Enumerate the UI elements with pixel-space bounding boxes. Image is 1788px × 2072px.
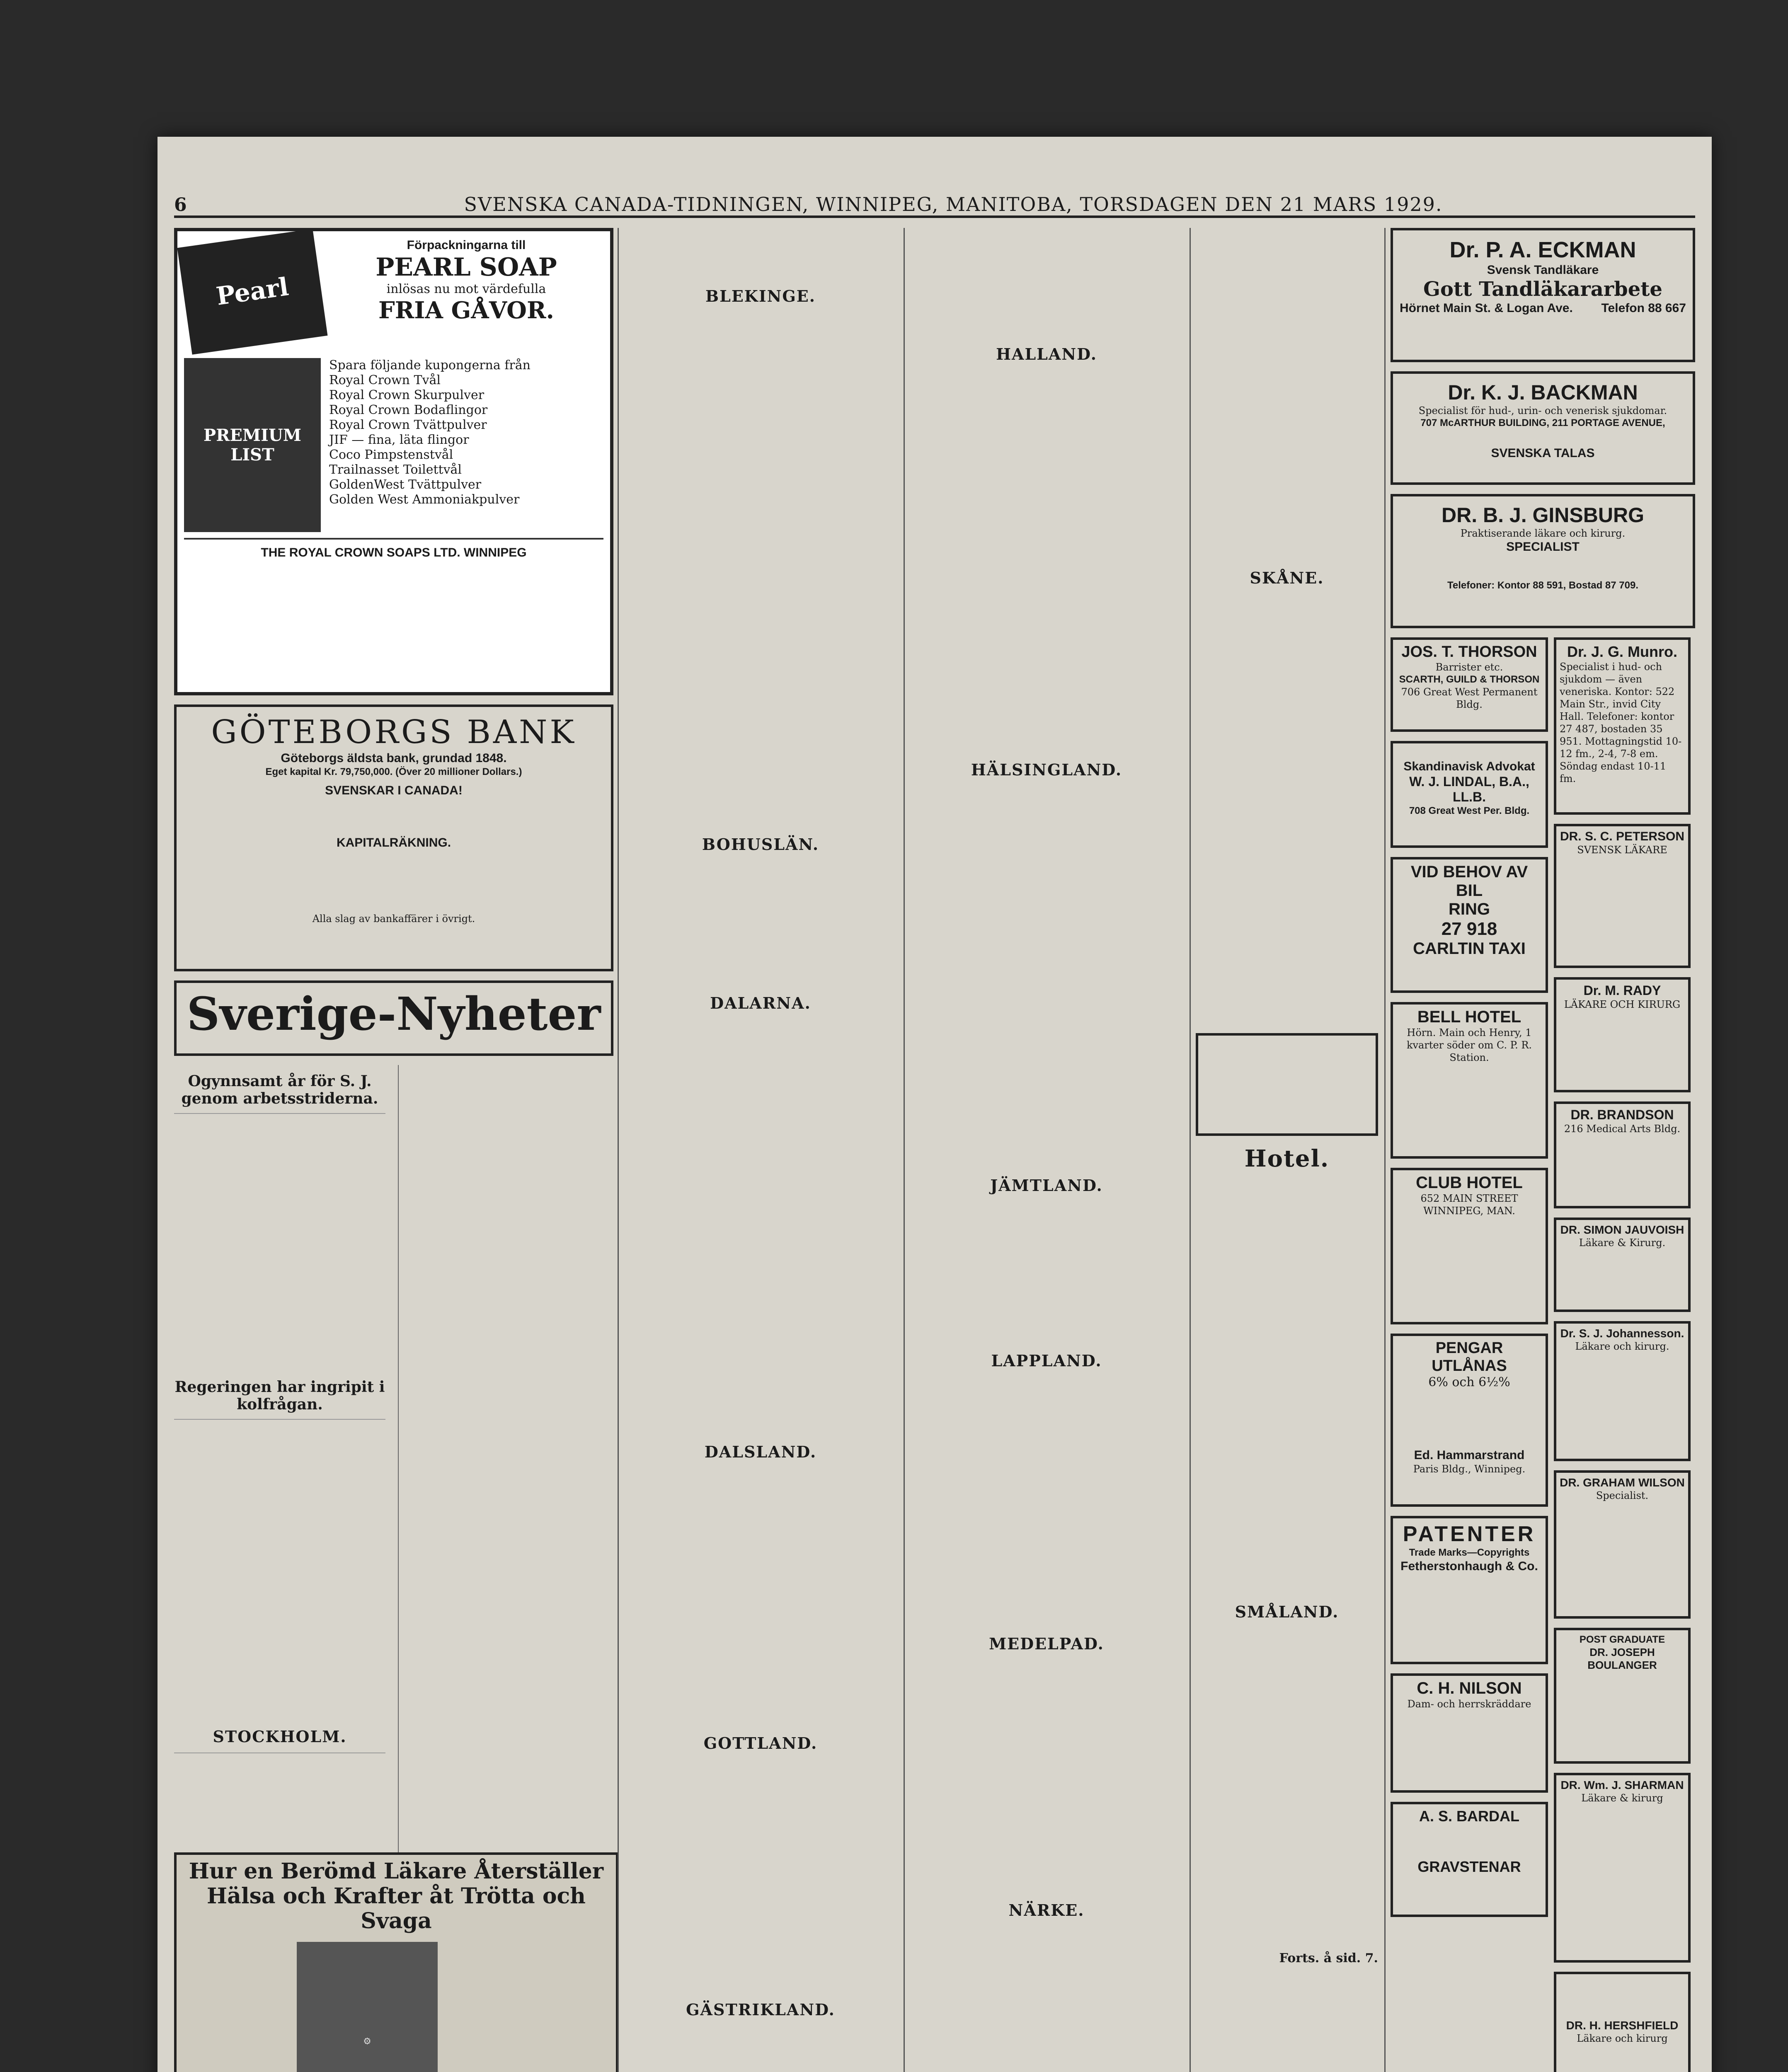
ad-sub: LÄKARE OCH KIRURG bbox=[1564, 999, 1681, 1010]
ad-firm: Fetherstonhaugh & Co. bbox=[1400, 1559, 1538, 1573]
masthead-title: SVENSKA CANADA-TIDNINGEN, WINNIPEG, MANITOBA, TORSDAGEN DEN 21 MARS 1929. bbox=[464, 193, 1443, 215]
ad-name: JOS. T. THORSON bbox=[1401, 643, 1537, 661]
ad-bell-hotel bbox=[1391, 1002, 1548, 1159]
ad-name: DR. H. HERSHFIELD bbox=[1566, 2019, 1679, 2032]
ad-club-hotel bbox=[1391, 1168, 1548, 1324]
ad-addr: 707 McARTHUR BUILDING, 211 PORTAGE AVENUE, bbox=[1420, 417, 1665, 428]
section-heading: JÄMTLAND. bbox=[990, 1176, 1103, 1195]
section-heading: HALLAND. bbox=[996, 345, 1097, 363]
premium-item: Royal Crown Bodaflingor bbox=[329, 403, 488, 417]
ad-name: PATENTER bbox=[1403, 1522, 1536, 1546]
ad-backman bbox=[1391, 371, 1695, 485]
ad-tel: Telefoner: Kontor 88 591, Bostad 87 709. bbox=[1447, 580, 1639, 591]
ad-text: Specialist i hud- och sjukdom — även veneriska. Kontor: 522 Main Str., invid City Hall. Telefoner: kontor 27 487, bostaden 35 951. Mottagningstid 10-12 fm., 2-4, 7-8 em. Söndag endast 10-11 fm. bbox=[1560, 661, 1682, 784]
bank-tail: Alla slag av bankaffärer i övrigt. bbox=[312, 913, 475, 925]
ad-name: Dr. S. J. Johannesson. bbox=[1560, 1327, 1684, 1340]
ad-addr: Hörnet Main St. & Logan Ave. bbox=[1400, 301, 1573, 315]
taxi-line: VID BEHOV AV BIL bbox=[1410, 863, 1528, 900]
ad-name: Dr. K. J. BACKMAN bbox=[1448, 381, 1638, 404]
column-4 bbox=[910, 228, 1183, 2072]
ad-sub: Trade Marks—Copyrights bbox=[1409, 1547, 1530, 1558]
ad-name: Dr. P. A. ECKMAN bbox=[1449, 237, 1636, 262]
ad-name: Dr. M. RADY bbox=[1583, 983, 1661, 998]
premium-item: Royal Crown Skurpulver bbox=[329, 388, 485, 402]
ad-sub: Specialist för hud-, urin- och venerisk sjukdomar. bbox=[1418, 405, 1667, 416]
health-ad-title: Hur en Berömd Läkare Återställer Hälsa och Krafter åt Trötta och Svaga bbox=[189, 1859, 604, 1934]
ad-tag: Gott Tandläkararbete bbox=[1423, 278, 1662, 301]
bank-head: SVENSKAR I CANADA! bbox=[325, 784, 463, 797]
section-heading: LAPPLAND. bbox=[991, 1351, 1102, 1370]
ad-sub: Barrister etc. bbox=[1435, 661, 1503, 673]
bank-capital: Eget kapital Kr. 79,750,000. (Över 20 millioner Dollars.) bbox=[265, 766, 522, 777]
col1b bbox=[398, 1065, 610, 1894]
ad-tag: SPECIALIST bbox=[1506, 540, 1580, 554]
ad-johannesson bbox=[1554, 1321, 1691, 1461]
newspaper-page bbox=[157, 137, 1712, 2072]
section-heading: DALSLAND. bbox=[704, 1443, 817, 1461]
column-3 bbox=[624, 228, 897, 2072]
section-heading: NÄRKE. bbox=[1008, 1901, 1085, 1920]
ad-headline: FRIA GÅVOR. bbox=[378, 297, 554, 324]
ad-headline: PEARL SOAP bbox=[376, 253, 557, 282]
premium-item: Royal Crown Tvättpulver bbox=[329, 418, 487, 432]
ad-sub: Praktiserande läkare och kirurg. bbox=[1460, 528, 1626, 539]
ad-sub: Läkare och kirurg bbox=[1577, 2033, 1668, 2044]
ad-jauvoish bbox=[1554, 1218, 1691, 1312]
ad-sub: Specialist. bbox=[1596, 1490, 1649, 1501]
section-heading: GÄSTRIKLAND. bbox=[686, 2000, 835, 2019]
sverige-nyheter-banner bbox=[174, 980, 613, 1056]
premium-item: Royal Crown Tvål bbox=[329, 373, 441, 387]
bank-sub: Göteborgs äldsta bank, grundad 1848. bbox=[281, 751, 507, 765]
ad-addr: 706 Great West Permanent Bldg. bbox=[1401, 686, 1538, 710]
ad-sig: Ed. Hammarstrand bbox=[1414, 1448, 1525, 1462]
doctor-portrait: ⚙ bbox=[297, 1942, 438, 2072]
page-number: 6 bbox=[174, 194, 187, 215]
ad-addr: Paris Bldg., Winnipeg. bbox=[1413, 1463, 1526, 1475]
ad-rate: 6% och 6½% bbox=[1428, 1375, 1510, 1389]
ad-addr: 708 Great West Per. Bldg. bbox=[1409, 805, 1530, 816]
ad-sub: SVENSK LÄKARE bbox=[1577, 844, 1667, 856]
ad-name: W. J. LINDAL, B.A., LL.B. bbox=[1409, 774, 1529, 804]
ad-sub: GRAVSTENAR bbox=[1417, 1858, 1521, 1875]
taxi-line: RING bbox=[1449, 900, 1490, 918]
section-heading: SKÅNE. bbox=[1250, 569, 1324, 587]
banner-text: Sverige-Nyheter bbox=[187, 987, 601, 1041]
ad-name: C. H. NILSON bbox=[1417, 1679, 1522, 1697]
scandinavian-outfitting-ad bbox=[1196, 1033, 1378, 1136]
ad-sub: Läkare & kirurg bbox=[1581, 1792, 1663, 1804]
pearl-soap-ad bbox=[174, 228, 613, 695]
premium-item: Trailnasset Toilettvål bbox=[329, 462, 462, 477]
ad-pengar bbox=[1391, 1334, 1548, 1507]
ad-sub: Läkare & Kirurg. bbox=[1579, 1237, 1666, 1249]
column-5 bbox=[1196, 228, 1378, 2072]
ads-subcol-left bbox=[1391, 637, 1548, 2072]
premium-item: Coco Pimpstenstvål bbox=[329, 448, 453, 462]
ad-taxi bbox=[1391, 857, 1548, 993]
bank-head: KAPITALRÄKNING. bbox=[336, 836, 451, 850]
ad-name: DR. B. J. GINSBURG bbox=[1442, 503, 1644, 527]
bank-title: GÖTEBORGS BANK bbox=[211, 714, 577, 751]
ad-sub: 652 MAIN STREET WINNIPEG, MAN. bbox=[1420, 1193, 1518, 1217]
article-headline: Ogynnsamt år för S. J. genom arbetsstriderna. bbox=[181, 1072, 378, 1107]
ad-name: DR. BRANDSON bbox=[1570, 1107, 1674, 1122]
ad-name: DR. GRAHAM WILSON bbox=[1560, 1476, 1685, 1489]
premium-item: GoldenWest Tvättpulver bbox=[329, 477, 482, 492]
ad-thorson bbox=[1391, 637, 1548, 732]
column-ads bbox=[1391, 228, 1695, 2072]
ad-brandson bbox=[1554, 1101, 1691, 1208]
ad-tel: Telefon 88 667 bbox=[1601, 301, 1686, 315]
goteborgs-bank-ad bbox=[174, 704, 613, 971]
ad-peterson bbox=[1554, 824, 1691, 968]
ad-line: Förpackningarna till bbox=[407, 238, 526, 252]
ad-tag: SVENSKA TALAS bbox=[1491, 446, 1595, 460]
premium-items bbox=[329, 358, 603, 532]
ad-name: PENGAR UTLÅNAS bbox=[1432, 1339, 1507, 1375]
ads-subcol-right bbox=[1554, 637, 1691, 2072]
section-heading: MEDELPAD. bbox=[989, 1634, 1104, 1653]
taxi-name: CARLTIN TAXI bbox=[1413, 939, 1526, 958]
health-ad bbox=[174, 1852, 618, 2072]
ad-name: BELL HOTEL bbox=[1417, 1008, 1521, 1026]
col1a bbox=[174, 1065, 385, 1894]
ad-footer: THE ROYAL CROWN SOAPS LTD. WINNIPEG bbox=[261, 546, 527, 559]
section-heading: BOHUSLÄN. bbox=[702, 835, 819, 854]
section-heading: HÄLSINGLAND. bbox=[971, 760, 1122, 779]
taxi-phone: 27 918 bbox=[1441, 919, 1497, 939]
ad-nilson bbox=[1391, 1673, 1548, 1793]
section-heading: STOCKHOLM. bbox=[213, 1727, 347, 1746]
ad-sub: Svensk Tandläkare bbox=[1487, 263, 1599, 277]
ad-name: A. S. BARDAL bbox=[1419, 1808, 1519, 1825]
ad-munro bbox=[1554, 637, 1691, 815]
ad-sub: Dam- och herrskräddare bbox=[1407, 1698, 1531, 1710]
article-headline: Regeringen har ingripit i kolfrågan. bbox=[174, 1378, 385, 1413]
ad-rady bbox=[1554, 977, 1691, 1092]
ad-ginsburg bbox=[1391, 494, 1695, 628]
ad-hershfield bbox=[1554, 1972, 1691, 2072]
column-1 bbox=[174, 228, 613, 2072]
ad-sub: Läkare och kirurg. bbox=[1575, 1341, 1669, 1352]
pearl-soap-logo: Pearl bbox=[177, 229, 328, 354]
premium-list-booklet: PREMIUM LIST bbox=[184, 358, 321, 532]
ad-name: DR. JOSEPH BOULANGER bbox=[1587, 1646, 1657, 1671]
ad-sub: Skandinavisk Advokat bbox=[1403, 760, 1535, 773]
ad-name: DR. S. C. PETERSON bbox=[1560, 830, 1685, 843]
ad-name: Dr. J. G. Munro. bbox=[1567, 643, 1678, 660]
premium-item: Spara följande kupongerna från bbox=[329, 358, 531, 373]
ad-name: DR. SIMON JAUVOISH bbox=[1560, 1223, 1684, 1236]
section-heading: BLEKINGE. bbox=[705, 287, 816, 305]
premium-item: Golden West Ammoniakpulver bbox=[329, 492, 520, 507]
ad-sub: Hörn. Main och Henry, 1 kvarter söder om C. P. R. Station. bbox=[1406, 1027, 1532, 1063]
section-heading: Hotel. bbox=[1244, 1145, 1330, 1172]
ad-bardal bbox=[1391, 1802, 1548, 1917]
ad-sub: 216 Medical Arts Bldg. bbox=[1564, 1123, 1681, 1135]
masthead bbox=[174, 191, 1695, 218]
continued-note: Forts. å sid. 7. bbox=[1279, 1951, 1378, 1965]
ad-eckman bbox=[1391, 228, 1695, 362]
section-heading: DALARNA. bbox=[710, 994, 811, 1012]
ad-sub: POST GRADUATE bbox=[1579, 1634, 1665, 1645]
ad-boulanger bbox=[1554, 1628, 1691, 1764]
ad-wilson bbox=[1554, 1470, 1691, 1619]
ad-sharman bbox=[1554, 1773, 1691, 1963]
premium-item: JIF — fina, läta flingor bbox=[329, 433, 469, 447]
ad-name: CLUB HOTEL bbox=[1416, 1174, 1523, 1192]
ad-lindal bbox=[1391, 741, 1548, 848]
ad-patenter bbox=[1391, 1516, 1548, 1664]
ad-line: inlösas nu mot värdefulla bbox=[386, 282, 546, 296]
section-heading: SMÅLAND. bbox=[1235, 1602, 1339, 1621]
ad-firm: SCARTH, GUILD & THORSON bbox=[1399, 674, 1540, 685]
section-heading: GOTTLAND. bbox=[703, 1734, 818, 1752]
ad-name: DR. Wm. J. SHARMAN bbox=[1560, 1779, 1684, 1791]
